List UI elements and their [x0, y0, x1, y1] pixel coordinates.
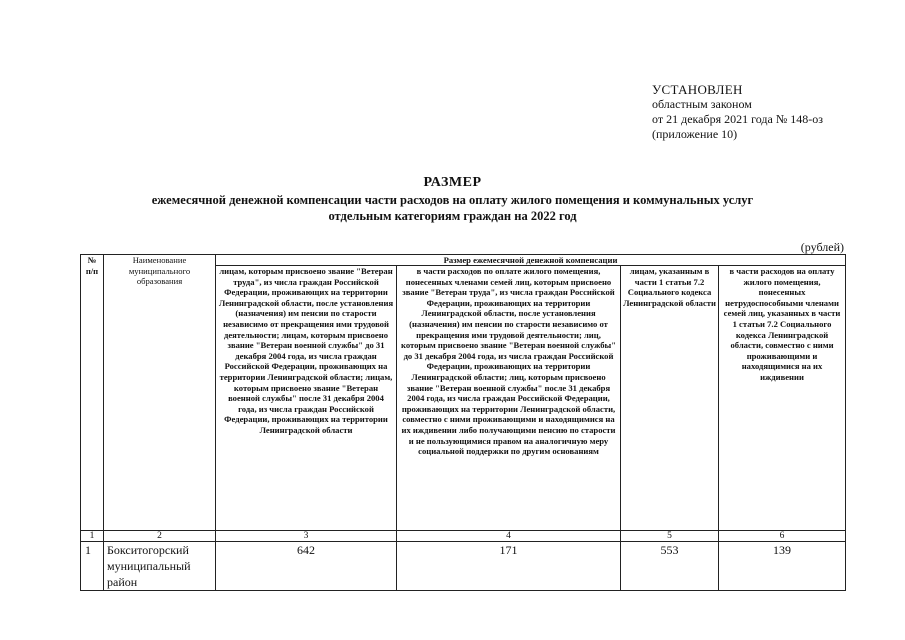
- value-col-5: 553: [621, 542, 719, 591]
- header-num: № п/п: [81, 255, 104, 531]
- title-line-2: отдельным категориям граждан на 2022 год: [328, 209, 577, 223]
- column-number: 5: [621, 531, 719, 542]
- value-col-6: 139: [719, 542, 846, 591]
- header-col-3: лицам, которым присвоено звание "Ветеран труда", из числа граждан Российской Федерации, проживающих на территории Ленинградской области, после установления (назначения) им пенсии по старости независимо от прекращения ими трудовой деятельности; лицам, которым присвоено звание "Ветеран военной службы" до 31 декабря 2004 года, из числа граждан Российской Федерации, проживающих на территории Ленинградской области; лицам, которым присвоено звание "Ветеран военной службы" после 31 декабря 2004 года, из числа граждан Российской Федерации, проживающих на территории Ленинградской области: [216, 266, 397, 531]
- units-label: (рублей): [800, 240, 844, 254]
- header-col-4: в части расходов по оплате жилого помещения, понесенных членами семей лиц, которым присвоено звание "Ветеран труда", из числа граждан Российской Федерации, проживающих на территории Ленинградской области, после установления (назначения) им пенсии по старости независимо от прекращения ими трудовой деятельности; лиц, которым присвоено звание "Ветеран военной службы" до 31 декабря 2004 года, из числа граждан Российской Федерации, проживающих на территории Ленинградской области; лиц, которым присвоено звание "Ветеран военной службы" после 31 декабря 2004 года, из числа граждан Российской Федерации, проживающих на территории Ленинградской области, совместно с ними проживающими и находящимися на их иждивении либо получающими пенсию по старости и не пользующимися правом на аналогичную меру социальной поддержки по другим основаниям: [397, 266, 621, 531]
- approval-stamp: [652, 82, 823, 142]
- column-number: 6: [719, 531, 846, 542]
- approval-line-2: от 21 декабря 2021 года № 148-оз: [652, 112, 824, 126]
- column-number: 1: [81, 531, 104, 542]
- header-name: Наименование муниципального образования: [104, 255, 216, 531]
- value-col-3: 642: [216, 542, 397, 591]
- title-main: РАЗМЕР: [423, 175, 482, 190]
- header-row-top: [81, 255, 846, 266]
- column-number-row: [81, 531, 846, 542]
- column-number: 3: [216, 531, 397, 542]
- column-number: 2: [104, 531, 216, 542]
- title-line-1: ежемесячной денежной компенсации части расходов на оплату жилого помещения и коммунальных услуг: [151, 193, 754, 207]
- approval-heading: УСТАНОВЛЕН: [652, 82, 743, 97]
- document-title: [0, 174, 905, 224]
- row-number: 1: [81, 542, 104, 591]
- compensation-table: [80, 254, 846, 591]
- approval-line-1: областным законом: [652, 97, 752, 111]
- header-group: Размер ежемесячной денежной компенсации: [216, 255, 846, 266]
- table-row: [81, 542, 846, 591]
- column-number: 4: [397, 531, 621, 542]
- municipality-name: Бокситогорский муниципальный район: [104, 542, 216, 591]
- header-col-6: в части расходов на оплату жилого помещения, понесенных нетрудоспособными членами семей лиц, указанных в части 1 статьи 7.2 Социального кодекса Ленинградской области, совместно с ними проживающими и находящимися на их иждивении: [719, 266, 846, 531]
- approval-line-3: (приложение 10): [652, 127, 738, 141]
- header-col-5: лицам, указанным в части 1 статьи 7.2 Социального кодекса Ленинградской области: [621, 266, 719, 531]
- value-col-4: 171: [397, 542, 621, 591]
